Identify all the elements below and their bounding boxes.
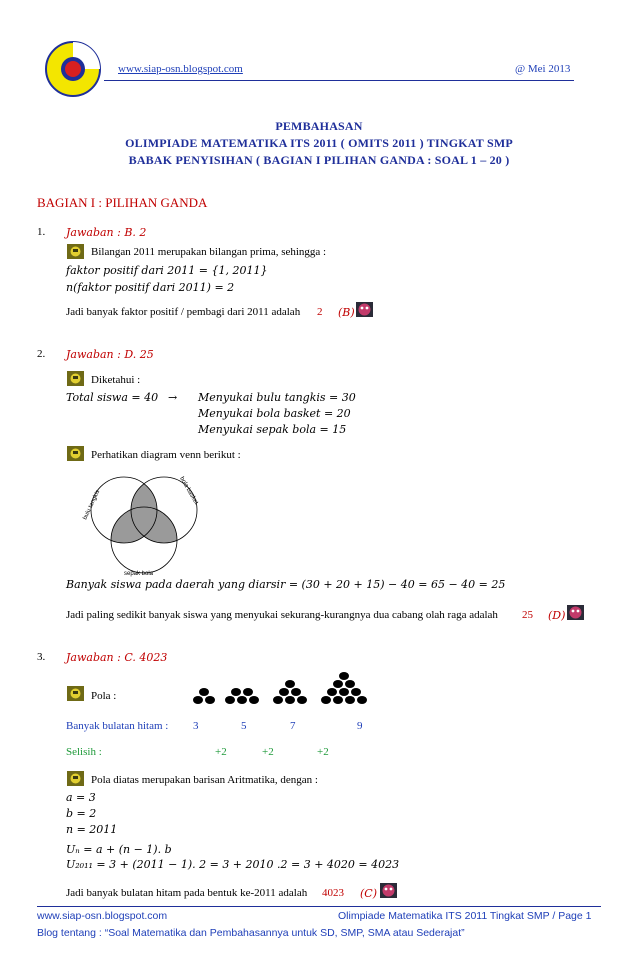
q3-count-label: Banyak bulatan hitam : (66, 720, 169, 732)
q1-number: 1. (37, 226, 46, 238)
thumbs-up-icon (67, 446, 84, 461)
pattern-1 (193, 688, 215, 704)
dot-patterns (190, 670, 390, 708)
q3-un: Uₙ = a + (n − 1). b (66, 843, 172, 856)
footer-blog: Blog tentang : “Soal Matematika dan Pembahasannya untuk SD, SMP, SMA atau Sederajat” (37, 927, 465, 939)
q3-count-1: 3 (193, 720, 199, 732)
q2-conclusion: Jadi paling sedikit banyak siswa yang menyukai sekurang-kurangnya dua cabang olah raga adalah (66, 609, 498, 621)
q1-choice: (B) (338, 306, 355, 319)
q3-u2011: U₂₀₁₁ = 3 + (2011 − 1). 2 = 3 + 2010 .2 = 3 + 4020 = 4023 (66, 858, 400, 871)
q2-like-bulu: Menyukai bulu tangkis = 30 (198, 391, 356, 404)
footer-url[interactable]: www.siap-osn.blogspot.com (37, 910, 168, 922)
q2-like-sepak: Menyukai sepak bola = 15 (198, 423, 347, 436)
smiley-icon (567, 605, 584, 620)
header-url[interactable]: www.siap-osn.blogspot.com (118, 63, 243, 75)
thumbs-up-icon (67, 771, 84, 786)
q3-answer: Jawaban : C. 4023 (66, 651, 168, 664)
q3-pattern-label: Pola : (91, 690, 117, 702)
q3-n: n = 2011 (66, 823, 118, 836)
q2-answer: Jawaban : D. 25 (66, 348, 154, 361)
q2-diagram-note: Perhatikan diagram venn berikut : (91, 449, 241, 461)
pattern-3 (273, 680, 307, 704)
title-line2: OLIMPIADE MATEMATIKA ITS 2011 ( OMITS 2011 ) TINGKAT SMP (125, 136, 513, 150)
pattern-2 (225, 688, 259, 704)
q3-count-2: 5 (241, 720, 247, 732)
q2-like-basket: Menyukai bola basket = 20 (198, 407, 351, 420)
smiley-icon (356, 302, 373, 317)
title-line1: PEMBAHASAN (275, 119, 363, 133)
q3-diff-3: +2 (317, 746, 329, 758)
q3-value: 4023 (322, 887, 344, 899)
q3-diff-label: Selisih : (66, 746, 102, 758)
q3-b: b = 2 (66, 807, 97, 820)
q3-diff-2: +2 (262, 746, 274, 758)
q1-line2: n(faktor positif dari 2011) = 2 (66, 281, 235, 294)
section-heading: BAGIAN I : PILIHAN GANDA (37, 195, 208, 210)
q3-conclusion: Jadi banyak bulatan hitam pada bentuk ke-2011 adalah (66, 887, 308, 899)
venn-label-sepak: sepak bola (124, 571, 154, 577)
thumbs-up-icon (67, 371, 84, 386)
arrow-icon: → (168, 391, 178, 404)
q3-arith-intro: Pola diatas merupakan barisan Aritmatika, dengan : (91, 774, 318, 786)
venn-label-basket: bola basket (178, 476, 199, 506)
q1-line1: faktor positif dari 2011 = {1, 2011} (66, 264, 268, 277)
q3-count-4: 9 (357, 720, 363, 732)
q1-answer: Jawaban : B. 2 (66, 226, 147, 239)
q2-total: Total siswa = 40 (66, 391, 159, 404)
q3-a: a = 3 (66, 791, 96, 804)
thumbs-up-icon (67, 244, 84, 259)
q1-conclusion: Jadi banyak faktor positif / pembagi dari 2011 adalah (66, 306, 301, 318)
header-rule (104, 80, 574, 81)
title-line3: BABAK PENYISIHAN ( BAGIAN I PILIHAN GANDA : SOAL 1 – 20 ) (128, 153, 510, 167)
q3-choice: (C) (360, 887, 377, 900)
q2-known: Diketahui : (91, 374, 141, 386)
q2-formula: Banyak siswa pada daerah yang diarsir = (30 + 20 + 15) − 40 = 65 − 40 = 25 (66, 578, 506, 591)
q2-number: 2. (37, 348, 46, 360)
q1-intro: Bilangan 2011 merupakan bilangan prima, sehingga : (91, 246, 327, 258)
thumbs-up-icon (67, 686, 84, 701)
venn-label-bulu: bulu tangkis (82, 489, 102, 521)
venn-diagram (74, 468, 214, 578)
site-logo (44, 40, 102, 98)
smiley-icon (380, 883, 397, 898)
header-date: @ Mei 2013 (515, 63, 571, 75)
q2-choice: (D) (548, 609, 566, 622)
q2-value: 25 (522, 609, 533, 621)
q3-count-3: 7 (290, 720, 296, 732)
pattern-4 (321, 672, 367, 704)
footer-rule (37, 906, 601, 907)
q1-value: 2 (317, 306, 323, 318)
footer-page-info: Olimpiade Matematika ITS 2011 Tingkat SMP / Page 1 (338, 910, 592, 922)
q3-diff-1: +2 (215, 746, 227, 758)
q3-number: 3. (37, 651, 46, 663)
